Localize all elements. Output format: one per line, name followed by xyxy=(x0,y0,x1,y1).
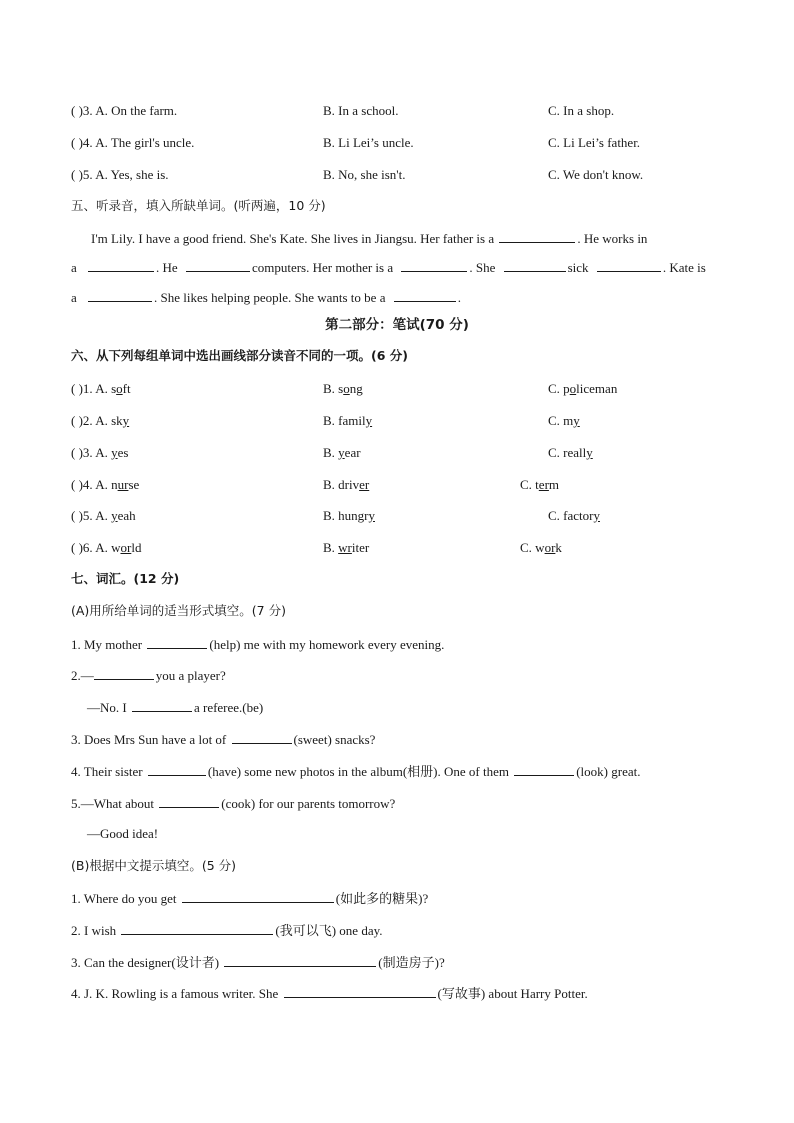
option-c: C. policeman xyxy=(548,381,618,396)
answer-blank[interactable] xyxy=(182,890,334,903)
answer-blank[interactable] xyxy=(186,259,250,272)
passage-text: a xyxy=(71,260,77,275)
passage-line-2 xyxy=(71,259,706,276)
passage-text: . He works in xyxy=(577,231,648,246)
option-c: C. term xyxy=(520,477,560,492)
vocab-b3: 3. Can the designer(设计者) (制造房子)? xyxy=(71,955,445,970)
answer-blank[interactable] xyxy=(232,731,292,744)
vocab-a2: 2.— you a player? xyxy=(71,668,226,683)
item-number: ( )4. A. xyxy=(71,135,108,150)
passage-line-1 xyxy=(71,230,722,247)
phonics-item-5: ( )5. A. yeah xyxy=(71,508,136,523)
listening-item-3 xyxy=(71,103,177,119)
answer-blank[interactable] xyxy=(514,763,574,776)
option-c: C. We don't know. xyxy=(548,167,644,182)
phonics-item-1: ( )1. A. soft xyxy=(71,381,131,396)
vocab-b4: 4. J. K. Rowling is a famous writer. She (写故事) about Harry Potter. xyxy=(71,986,588,1001)
passage-text: . xyxy=(457,290,461,305)
item-number: ( )3. A. xyxy=(71,103,108,118)
passage-text: . He xyxy=(156,260,178,275)
answer-blank[interactable] xyxy=(597,259,661,272)
vocab-b2: 2. I wish (我可以飞) one day. xyxy=(71,923,383,938)
vocab-a3: 3. Does Mrs Sun have a lot of (sweet) snacks? xyxy=(71,732,376,747)
part2-title: 第二部分：笔试(70 分) xyxy=(325,317,469,333)
vocab-a5: 5.—What about (cook) for our parents tomorrow? xyxy=(71,796,396,811)
answer-blank[interactable] xyxy=(159,795,219,808)
phonics-item-6: ( )6. A. world xyxy=(71,540,142,555)
option-b: B. Li Lei’s uncle. xyxy=(323,135,414,150)
section6-heading: 六、从下列每组单词中选出画线部分读音不同的一项。(6 分) xyxy=(71,348,408,363)
answer-blank[interactable] xyxy=(401,259,467,272)
option-b: B. year xyxy=(323,445,361,460)
passage-text: I'm Lily. I have a good friend. She's Kate. She lives in Jiangsu. Her father is a xyxy=(91,231,495,246)
partB-heading: (B)根据中文提示填空。(5 分) xyxy=(71,858,237,873)
passage-text: . She xyxy=(469,260,496,275)
option-b: B. hungry xyxy=(323,508,375,523)
option-c: C. my xyxy=(548,413,580,428)
answer-blank[interactable] xyxy=(284,985,436,998)
answer-blank[interactable] xyxy=(94,667,154,680)
answer-blank[interactable] xyxy=(132,699,192,712)
option-c: C. In a shop. xyxy=(548,103,615,118)
phonics-item-4: ( )4. A. nurse xyxy=(71,477,140,492)
passage-text: a xyxy=(71,290,77,305)
answer-blank[interactable] xyxy=(224,954,376,967)
option-c: C. work xyxy=(520,540,562,555)
option-a: On the farm. xyxy=(111,103,178,118)
vocab-a5-reply: —Good idea! xyxy=(87,826,159,841)
passage-text: . She likes helping people. She wants to be a xyxy=(154,290,386,305)
option-b: B. family xyxy=(323,413,373,428)
vocab-a2-reply: —No. I a referee.(be) xyxy=(87,700,264,715)
vocab-a4: 4. Their sister (have) some new photos in the album(相册). One of them (look) great. xyxy=(71,764,641,779)
passage-text: sick xyxy=(567,260,589,275)
passage-text: . Kate is xyxy=(662,260,706,275)
answer-blank[interactable] xyxy=(88,289,152,302)
listening-item-4 xyxy=(71,135,194,151)
section7-heading: 七、词汇。(12 分) xyxy=(71,571,180,586)
option-b: B. song xyxy=(323,381,363,396)
option-c: C. really xyxy=(548,445,593,460)
listening-item-5 xyxy=(71,167,169,183)
passage-text: computers. Her mother is a xyxy=(251,260,394,275)
option-c: C. factory xyxy=(548,508,600,523)
option-c: C. Li Lei’s father. xyxy=(548,135,641,150)
partA-heading: (A)用所给单词的适当形式填空。(7 分) xyxy=(71,603,286,618)
passage-line-3 xyxy=(71,289,461,306)
answer-blank[interactable] xyxy=(121,922,273,935)
phonics-item-3: ( )3. A. yes xyxy=(71,445,129,460)
vocab-a1: 1. My mother (help) me with my homework every evening. xyxy=(71,637,445,652)
option-a: Yes, she is. xyxy=(110,167,169,182)
answer-blank[interactable] xyxy=(88,259,154,272)
answer-blank[interactable] xyxy=(148,763,206,776)
item-number: ( )5. A. xyxy=(71,167,108,182)
answer-blank[interactable] xyxy=(394,289,456,302)
section5-heading: 五、听录音，填入所缺单词。(听两遍，10 分) xyxy=(71,198,326,213)
answer-blank[interactable] xyxy=(147,636,207,649)
answer-blank[interactable] xyxy=(504,259,566,272)
phonics-item-2: ( )2. A. sky xyxy=(71,413,130,428)
option-b: B. writer xyxy=(323,540,370,555)
vocab-b1: 1. Where do you get (如此多的糖果)? xyxy=(71,891,429,906)
option-b: B. driver xyxy=(323,477,370,492)
option-b: B. No, she isn't. xyxy=(323,167,406,182)
answer-blank[interactable] xyxy=(499,230,575,243)
option-b: B. In a school. xyxy=(323,103,399,118)
option-a: The girl's uncle. xyxy=(110,135,195,150)
